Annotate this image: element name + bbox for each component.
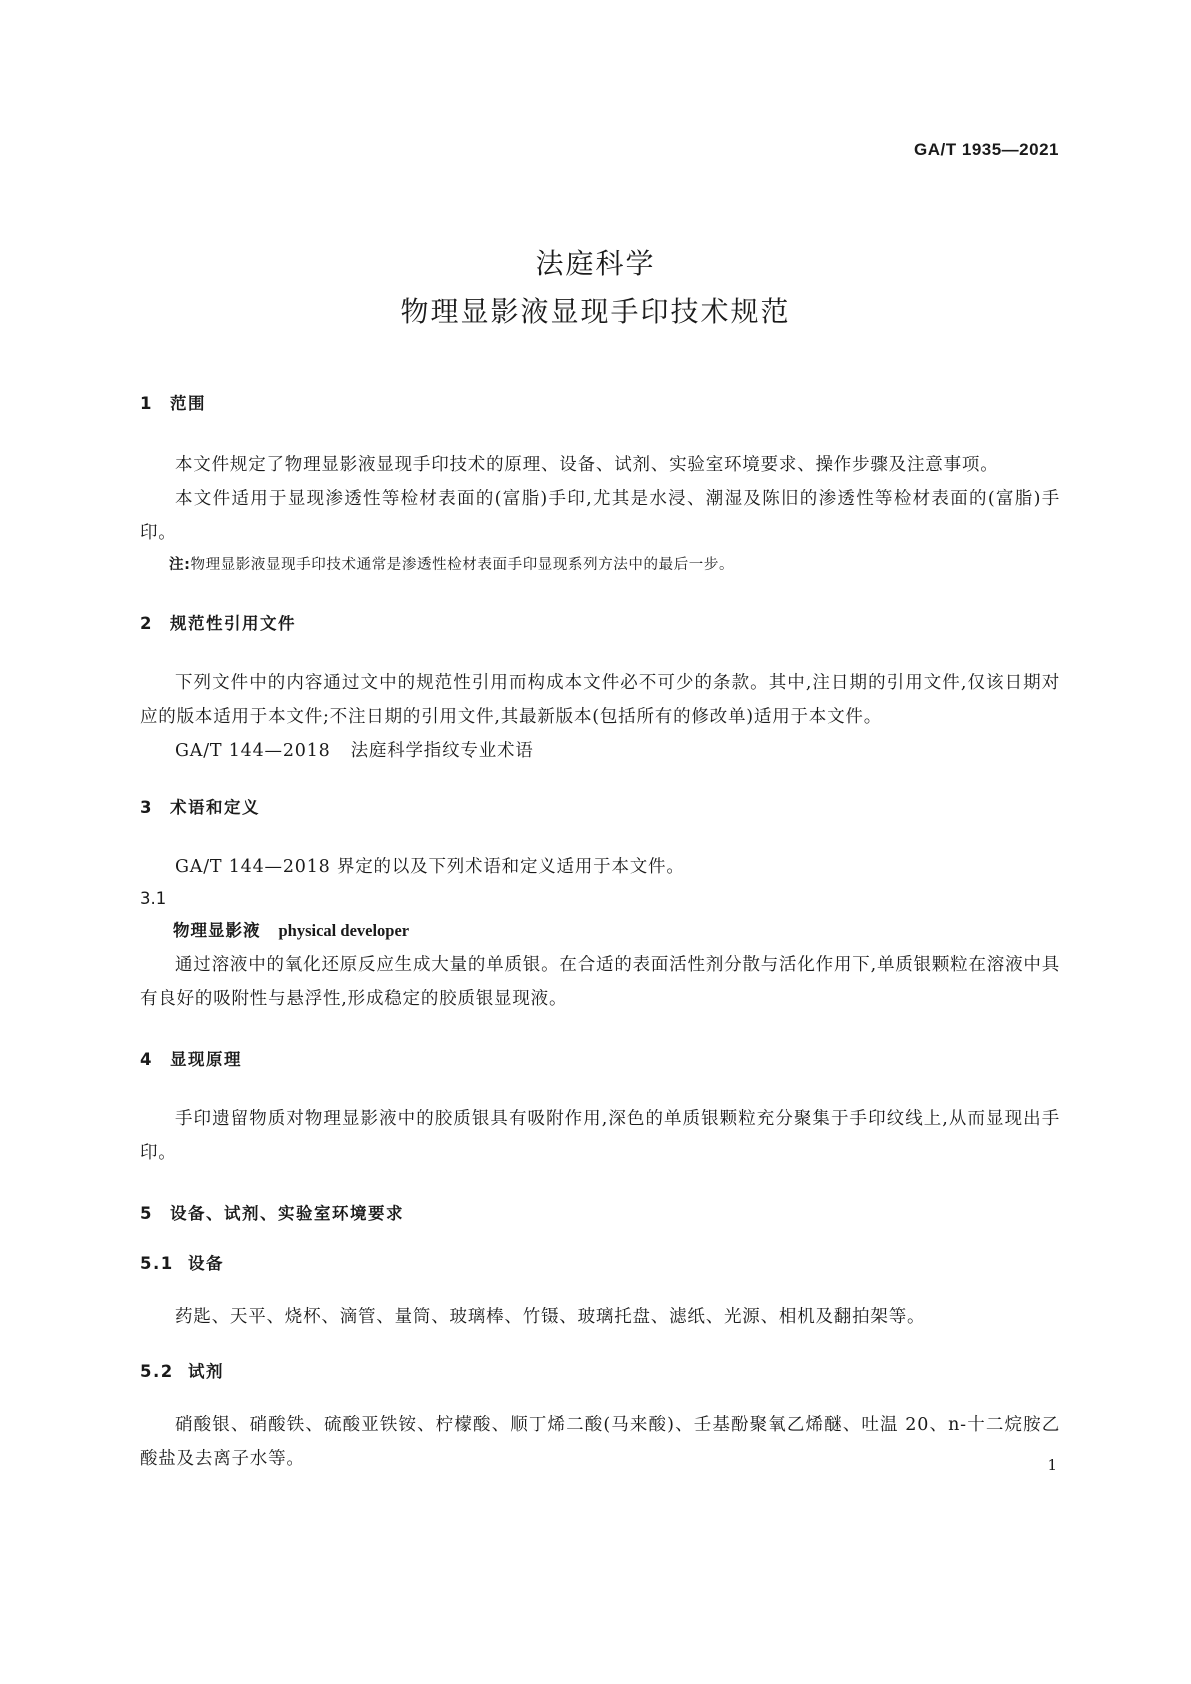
standard-code: GA/T 1935—2021 [914,140,1059,159]
section-3-paragraph-1: GA/T 144—2018 界定的以及下列术语和定义适用于本文件。 [175,857,685,877]
section-title: 范围 [170,394,206,413]
section-title: 规范性引用文件 [170,614,296,633]
section-4-heading [140,1046,1060,1070]
section-number: 2 [140,614,153,633]
section-2-heading [140,610,1060,634]
document-body [140,390,1060,1476]
reference-code: GA/T 144—2018 [175,741,331,761]
term-number: 3.1 [140,889,167,908]
note-label: 注: [169,557,191,573]
section-4-paragraph-1: 手印遗留物质对物理显影液中的胶质银具有吸附作用,深色的单质银颗粒充分聚集于手印纹线上,从而显现出手印。 [140,1109,1060,1163]
section-number: 5 [140,1204,153,1223]
section-number: 3 [140,798,153,817]
section-title: 显现原理 [170,1050,242,1069]
title-line-2: 物理显影液显现手印技术规范 [400,295,791,328]
note-text: 物理显影液显现手印技术通常是渗透性检材表面手印显现系列方法中的最后一步。 [190,557,735,573]
subsection-5-2-heading [140,1358,1060,1382]
section-5-heading [140,1200,1060,1224]
section-3-heading [140,794,1060,818]
reference-title: 法庭科学指纹专业术语 [350,741,534,761]
subsection-5-2-paragraph: 硝酸银、硝酸铁、硫酸亚铁铵、柠檬酸、顺丁烯二酸(马来酸)、壬基酚聚氧乙烯醚、吐温 20、n-十二烷胺乙酸盐及去离子水等。 [140,1415,1060,1469]
subsection-5-1-heading [140,1250,1060,1274]
subsection-5-1-paragraph: 药匙、天平、烧杯、滴管、量筒、玻璃棒、竹镊、玻璃托盘、滤纸、光源、相机及翻拍架等。 [175,1307,926,1327]
section-1-paragraph-1: 本文件规定了物理显影液显现手印技术的原理、设备、试剂、实验室环境要求、操作步骤及注意事项。 [175,455,999,475]
subsection-title: 试剂 [188,1362,224,1381]
term-definition: 通过溶液中的氧化还原反应生成大量的单质银。在合适的表面活性剂分散与活化作用下,单质银颗粒在溶液中具有良好的吸附性与悬浮性,形成稳定的胶质银显现液。 [140,955,1060,1009]
section-1-note [140,550,1060,580]
subsection-number: 5.1 [140,1254,174,1273]
subsection-number: 5.2 [140,1362,174,1381]
term-english: physical developer [278,921,410,940]
page-number: 1 [1047,1456,1057,1474]
normative-reference [140,734,1060,768]
section-number: 1 [140,394,153,413]
term-name [140,914,1060,948]
section-number: 4 [140,1050,153,1069]
title-line-1: 法庭科学 [535,247,656,280]
section-2-paragraph-1: 下列文件中的内容通过文中的规范性引用而构成本文件必不可少的条款。其中,注日期的引用文件,仅该日期对应的版本适用于本文件;不注日期的引用文件,其最新版本(包括所有的修改单)适用于本文件。 [140,673,1060,727]
section-1-paragraph-2: 本文件适用于显现渗透性等检材表面的(富脂)手印,尤其是水浸、潮湿及陈旧的渗透性等检材表面的(富脂)手印。 [140,489,1060,543]
term-chinese: 物理显影液 [173,921,261,940]
section-1-heading [140,390,1060,414]
section-title: 术语和定义 [170,798,260,817]
subsection-title: 设备 [188,1254,224,1273]
section-title: 设备、试剂、实验室环境要求 [170,1204,404,1223]
